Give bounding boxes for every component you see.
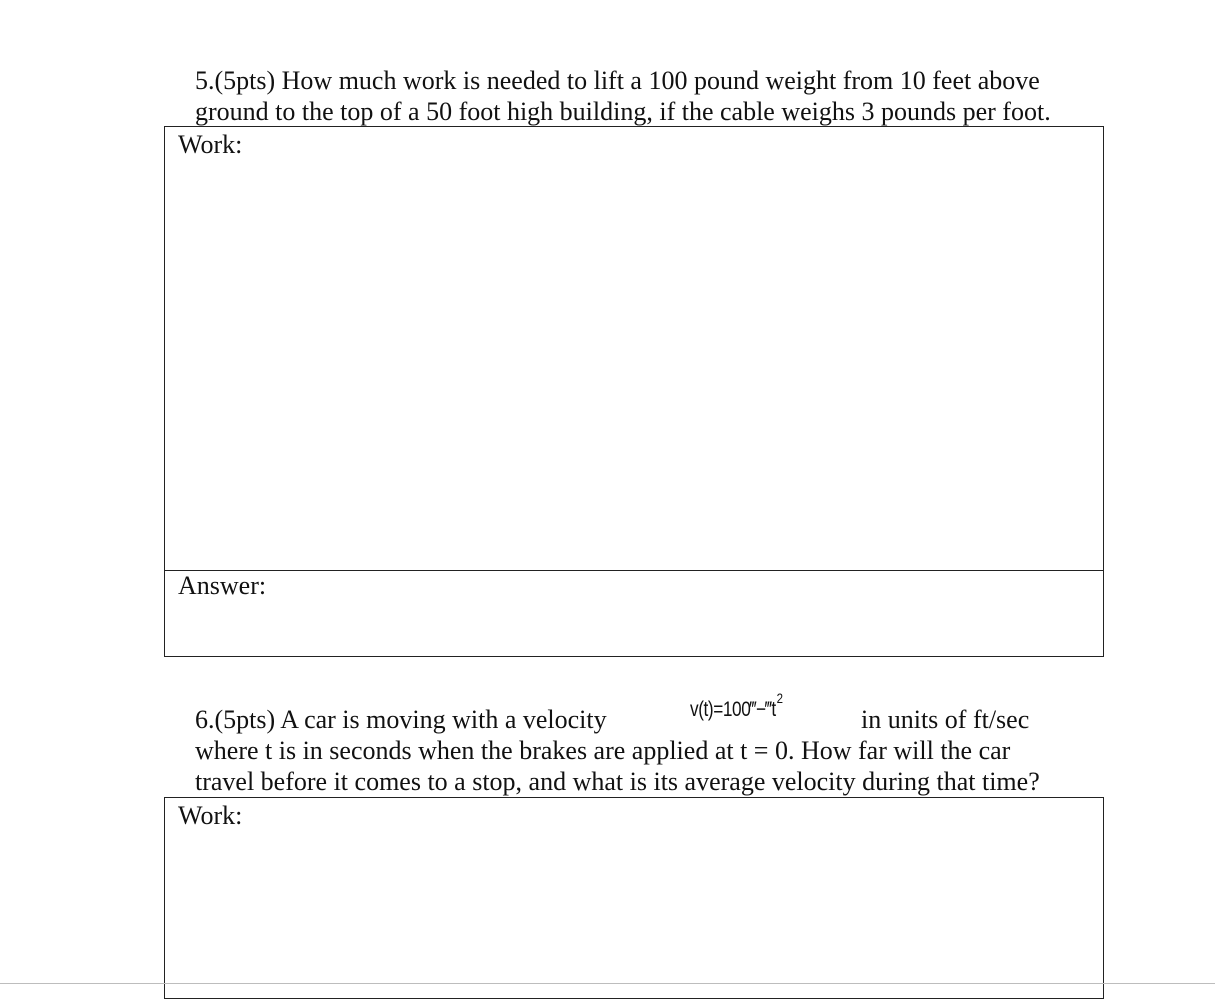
q5-text-line-1: 5.(5pts) How much work is needed to lift a 100 pound weight from 10 feet above xyxy=(195,66,1040,95)
q6-work-label: Work: xyxy=(178,801,243,830)
velocity-formula xyxy=(690,690,783,726)
q6-text-line-1: 6.(5pts) A car is moving with a velocity xyxy=(195,705,607,734)
q5-answer-box[interactable] xyxy=(164,569,1104,657)
q6-work-box[interactable] xyxy=(164,797,1104,999)
q6-text-line-3: travel before it comes to a stop, and what is its average velocity during that time? xyxy=(195,767,1040,796)
q5-work-label: Work: xyxy=(178,130,243,159)
q6-text-line-2: where t is in seconds when the brakes are applied at t = 0. How far will the car xyxy=(195,736,1011,765)
q5-answer-label: Answer: xyxy=(178,571,267,600)
velocity-formula-main: v(t)=100‴−‴t xyxy=(690,698,776,721)
q5-text-line-2: ground to the top of a 50 foot high building, if the cable weighs 3 pounds per foot. xyxy=(195,97,1051,126)
q6-text-line-1-suffix: in units of ft/sec xyxy=(861,705,1030,734)
q5-work-box[interactable] xyxy=(164,126,1104,571)
velocity-formula-exponent: 2 xyxy=(776,690,783,706)
page-bottom-edge xyxy=(0,983,1215,984)
